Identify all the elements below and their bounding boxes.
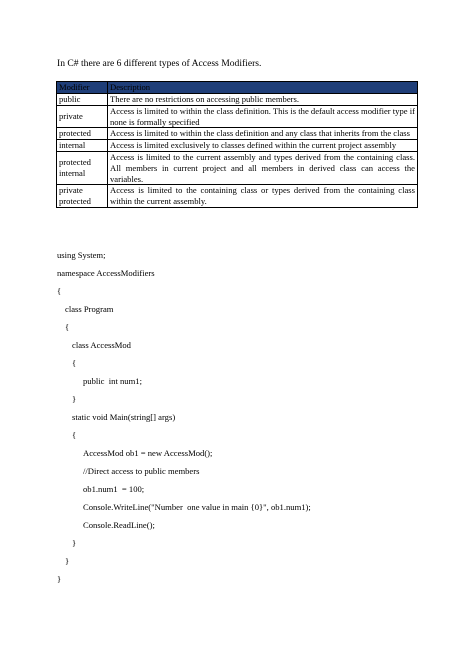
code-line: Console.ReadLine(); <box>83 520 155 530</box>
code-line: } <box>72 394 77 404</box>
code-line: using System; <box>57 250 106 260</box>
access-modifiers-table <box>56 81 418 208</box>
description-cell: Access is limited to the current assembly and types derived from the containing class. All members in current project and all members in derived class can access the variables. <box>108 151 418 184</box>
header-description: Description <box>108 82 418 94</box>
table-row <box>57 185 418 208</box>
code-line: { <box>57 286 62 296</box>
description-cell: Access is limited to the containing class or types derived from the containing class within the current assembly. <box>108 185 418 208</box>
header-modifier: Modifier <box>57 82 108 94</box>
modifier-cell: internal <box>57 140 108 152</box>
modifier-cell: protected internal <box>57 151 108 184</box>
code-line: //Direct access to public members <box>83 466 200 476</box>
table-header-row <box>57 82 418 94</box>
table-row <box>57 151 418 184</box>
description-cell: Access is limited exclusively to classes defined within the current project assembly <box>108 140 418 152</box>
intro-text: In C# there are 6 different types of Access Modifiers. <box>57 58 262 69</box>
table-row <box>57 105 418 128</box>
code-line: } <box>57 574 62 584</box>
code-line: } <box>65 556 70 566</box>
modifier-cell: private protected <box>57 185 108 208</box>
code-line: namespace AccessModifiers <box>57 268 155 278</box>
table-row <box>57 128 418 140</box>
code-line: { <box>72 358 77 368</box>
code-line: class Program <box>65 304 114 314</box>
modifier-cell: private <box>57 105 108 128</box>
code-line: class AccessMod <box>72 340 131 350</box>
code-line: static void Main(string[] args) <box>72 412 176 422</box>
code-line: { <box>72 430 77 440</box>
code-line: AccessMod ob1 = new AccessMod(); <box>83 448 213 458</box>
code-line: } <box>72 538 77 548</box>
code-line: Console.WriteLine("Number one value in main {0}", ob1.num1); <box>83 502 311 512</box>
table-row <box>57 140 418 152</box>
description-cell: Access is limited to within the class definition and any class that inherits from the class <box>108 128 418 140</box>
table-row <box>57 94 418 106</box>
modifier-cell: public <box>57 94 108 106</box>
code-line: { <box>65 322 70 332</box>
modifier-cell: protected <box>57 128 108 140</box>
description-cell: Access is limited to within the class definition. This is the default access modifier type if none is formally specified <box>108 105 418 128</box>
description-cell: There are no restrictions on accessing public members. <box>108 94 418 106</box>
code-line: ob1.num1 = 100; <box>83 484 145 494</box>
code-line: public int num1; <box>83 376 142 386</box>
